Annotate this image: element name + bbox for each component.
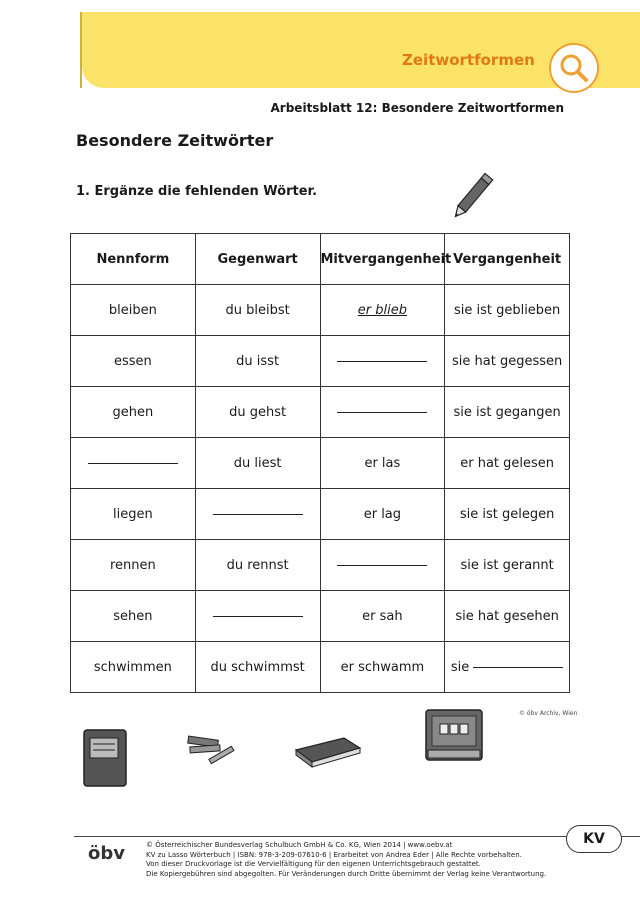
worksheet-subtitle: Arbeitsblatt 12: Besondere Zeitwortformen — [270, 101, 564, 115]
cell-gegenwart: du schwimmst — [195, 642, 320, 693]
kv-badge: KV — [566, 825, 622, 853]
table-row — [71, 540, 570, 591]
footer-line: Die Kopiergebühren sind abgegolten. Für Veränderungen durch Dritte übernimmt der Verlag keine Verantwortung. — [146, 869, 547, 878]
verb-table — [70, 233, 570, 693]
header-gegenwart: Gegenwart — [195, 234, 320, 285]
cell-gegenwart: du rennst — [195, 540, 320, 591]
cell-vergangenheit: sie hat gesehen — [445, 591, 570, 642]
table-row — [71, 387, 570, 438]
blank-line[interactable] — [88, 462, 178, 464]
publisher-logo: öbv — [88, 843, 125, 864]
table-header-row — [71, 234, 570, 285]
cell-nennform: bleiben — [71, 285, 196, 336]
cell-nennform: essen — [71, 336, 196, 387]
book-icon — [290, 730, 364, 770]
cell-nennform[interactable] — [71, 438, 196, 489]
cell-vergangenheit: sie ist gegangen — [445, 387, 570, 438]
footer-divider — [74, 836, 640, 837]
blank-line[interactable] — [213, 615, 303, 617]
image-credit: © öbv Archiv, Wien — [519, 710, 578, 717]
table-row — [71, 489, 570, 540]
header-title: Zeitwortformen — [402, 51, 535, 69]
cell-nennform: rennen — [71, 540, 196, 591]
cell-mitvergangenheit[interactable] — [320, 336, 445, 387]
pencil-icon — [448, 164, 504, 220]
blank-line[interactable] — [473, 666, 563, 668]
cell-vergangenheit: er hat gelesen — [445, 438, 570, 489]
cell-gegenwart: du isst — [195, 336, 320, 387]
blank-line[interactable] — [337, 564, 427, 566]
cell-mitvergangenheit: er schwamm — [320, 642, 445, 693]
cell-vergangenheit: sie ist geblieben — [445, 285, 570, 336]
notebook-icon — [80, 726, 132, 790]
cell-nennform: liegen — [71, 489, 196, 540]
header-nennform: Nennform — [71, 234, 196, 285]
cell-gegenwart[interactable] — [195, 489, 320, 540]
footer-line: Von dieser Druckvorlage ist die Vervielfältigung für den eigenen Unterrichtsgebrauch gestattet. — [146, 860, 481, 868]
table-row — [71, 336, 570, 387]
cell-vergangenheit: sie ist gelegen — [445, 489, 570, 540]
cell-mitvergangenheit — [320, 285, 445, 336]
header-divider — [80, 12, 82, 88]
table-row — [71, 591, 570, 642]
header-mitvergangenheit: Mitvergangenheit — [320, 234, 445, 285]
table-row — [71, 642, 570, 693]
cell-gegenwart[interactable] — [195, 591, 320, 642]
cell-nennform: gehen — [71, 387, 196, 438]
header-vergangenheit: Vergangenheit — [445, 234, 570, 285]
cell-mitvergangenheit: er sah — [320, 591, 445, 642]
cell-vergangenheit[interactable] — [445, 642, 570, 693]
cell-gegenwart: du gehst — [195, 387, 320, 438]
blank-line[interactable] — [337, 411, 427, 413]
cell-gegenwart: du bleibst — [195, 285, 320, 336]
table-row — [71, 438, 570, 489]
pronoun-sie: sie — [450, 659, 470, 675]
task-instruction: 1. Ergänze die fehlenden Wörter. — [76, 184, 318, 199]
footer-copyright — [146, 841, 546, 879]
cell-mitvergangenheit[interactable] — [320, 540, 445, 591]
cell-mitvergangenheit: er las — [320, 438, 445, 489]
pens-icon — [182, 732, 242, 768]
cell-vergangenheit: sie ist gerannt — [445, 540, 570, 591]
cell-nennform: schwimmen — [71, 642, 196, 693]
cell-mitvergangenheit[interactable] — [320, 387, 445, 438]
page-heading: Besondere Zeitwörter — [76, 131, 274, 150]
table-row — [71, 285, 570, 336]
cell-nennform: sehen — [71, 591, 196, 642]
chalkboard-icon — [418, 706, 494, 772]
cell-gegenwart: du liest — [195, 438, 320, 489]
cell-mitvergangenheit: er lag — [320, 489, 445, 540]
magnifier-icon — [549, 43, 599, 93]
footer-line: © Österreichischer Bundesverlag Schulbuch GmbH & Co. KG, Wien 2014 | www.oebv.at — [146, 841, 453, 849]
cell-vergangenheit: sie hat gegessen — [445, 336, 570, 387]
example-answer: er blieb — [357, 302, 407, 318]
blank-line[interactable] — [213, 513, 303, 515]
footer-line: KV zu Lasso Wörterbuch | ISBN: 978-3-209-07610-6 | Erarbeitet von Andrea Eder | Alle Rechte vorbehalten. — [146, 850, 522, 859]
blank-line[interactable] — [337, 360, 427, 362]
